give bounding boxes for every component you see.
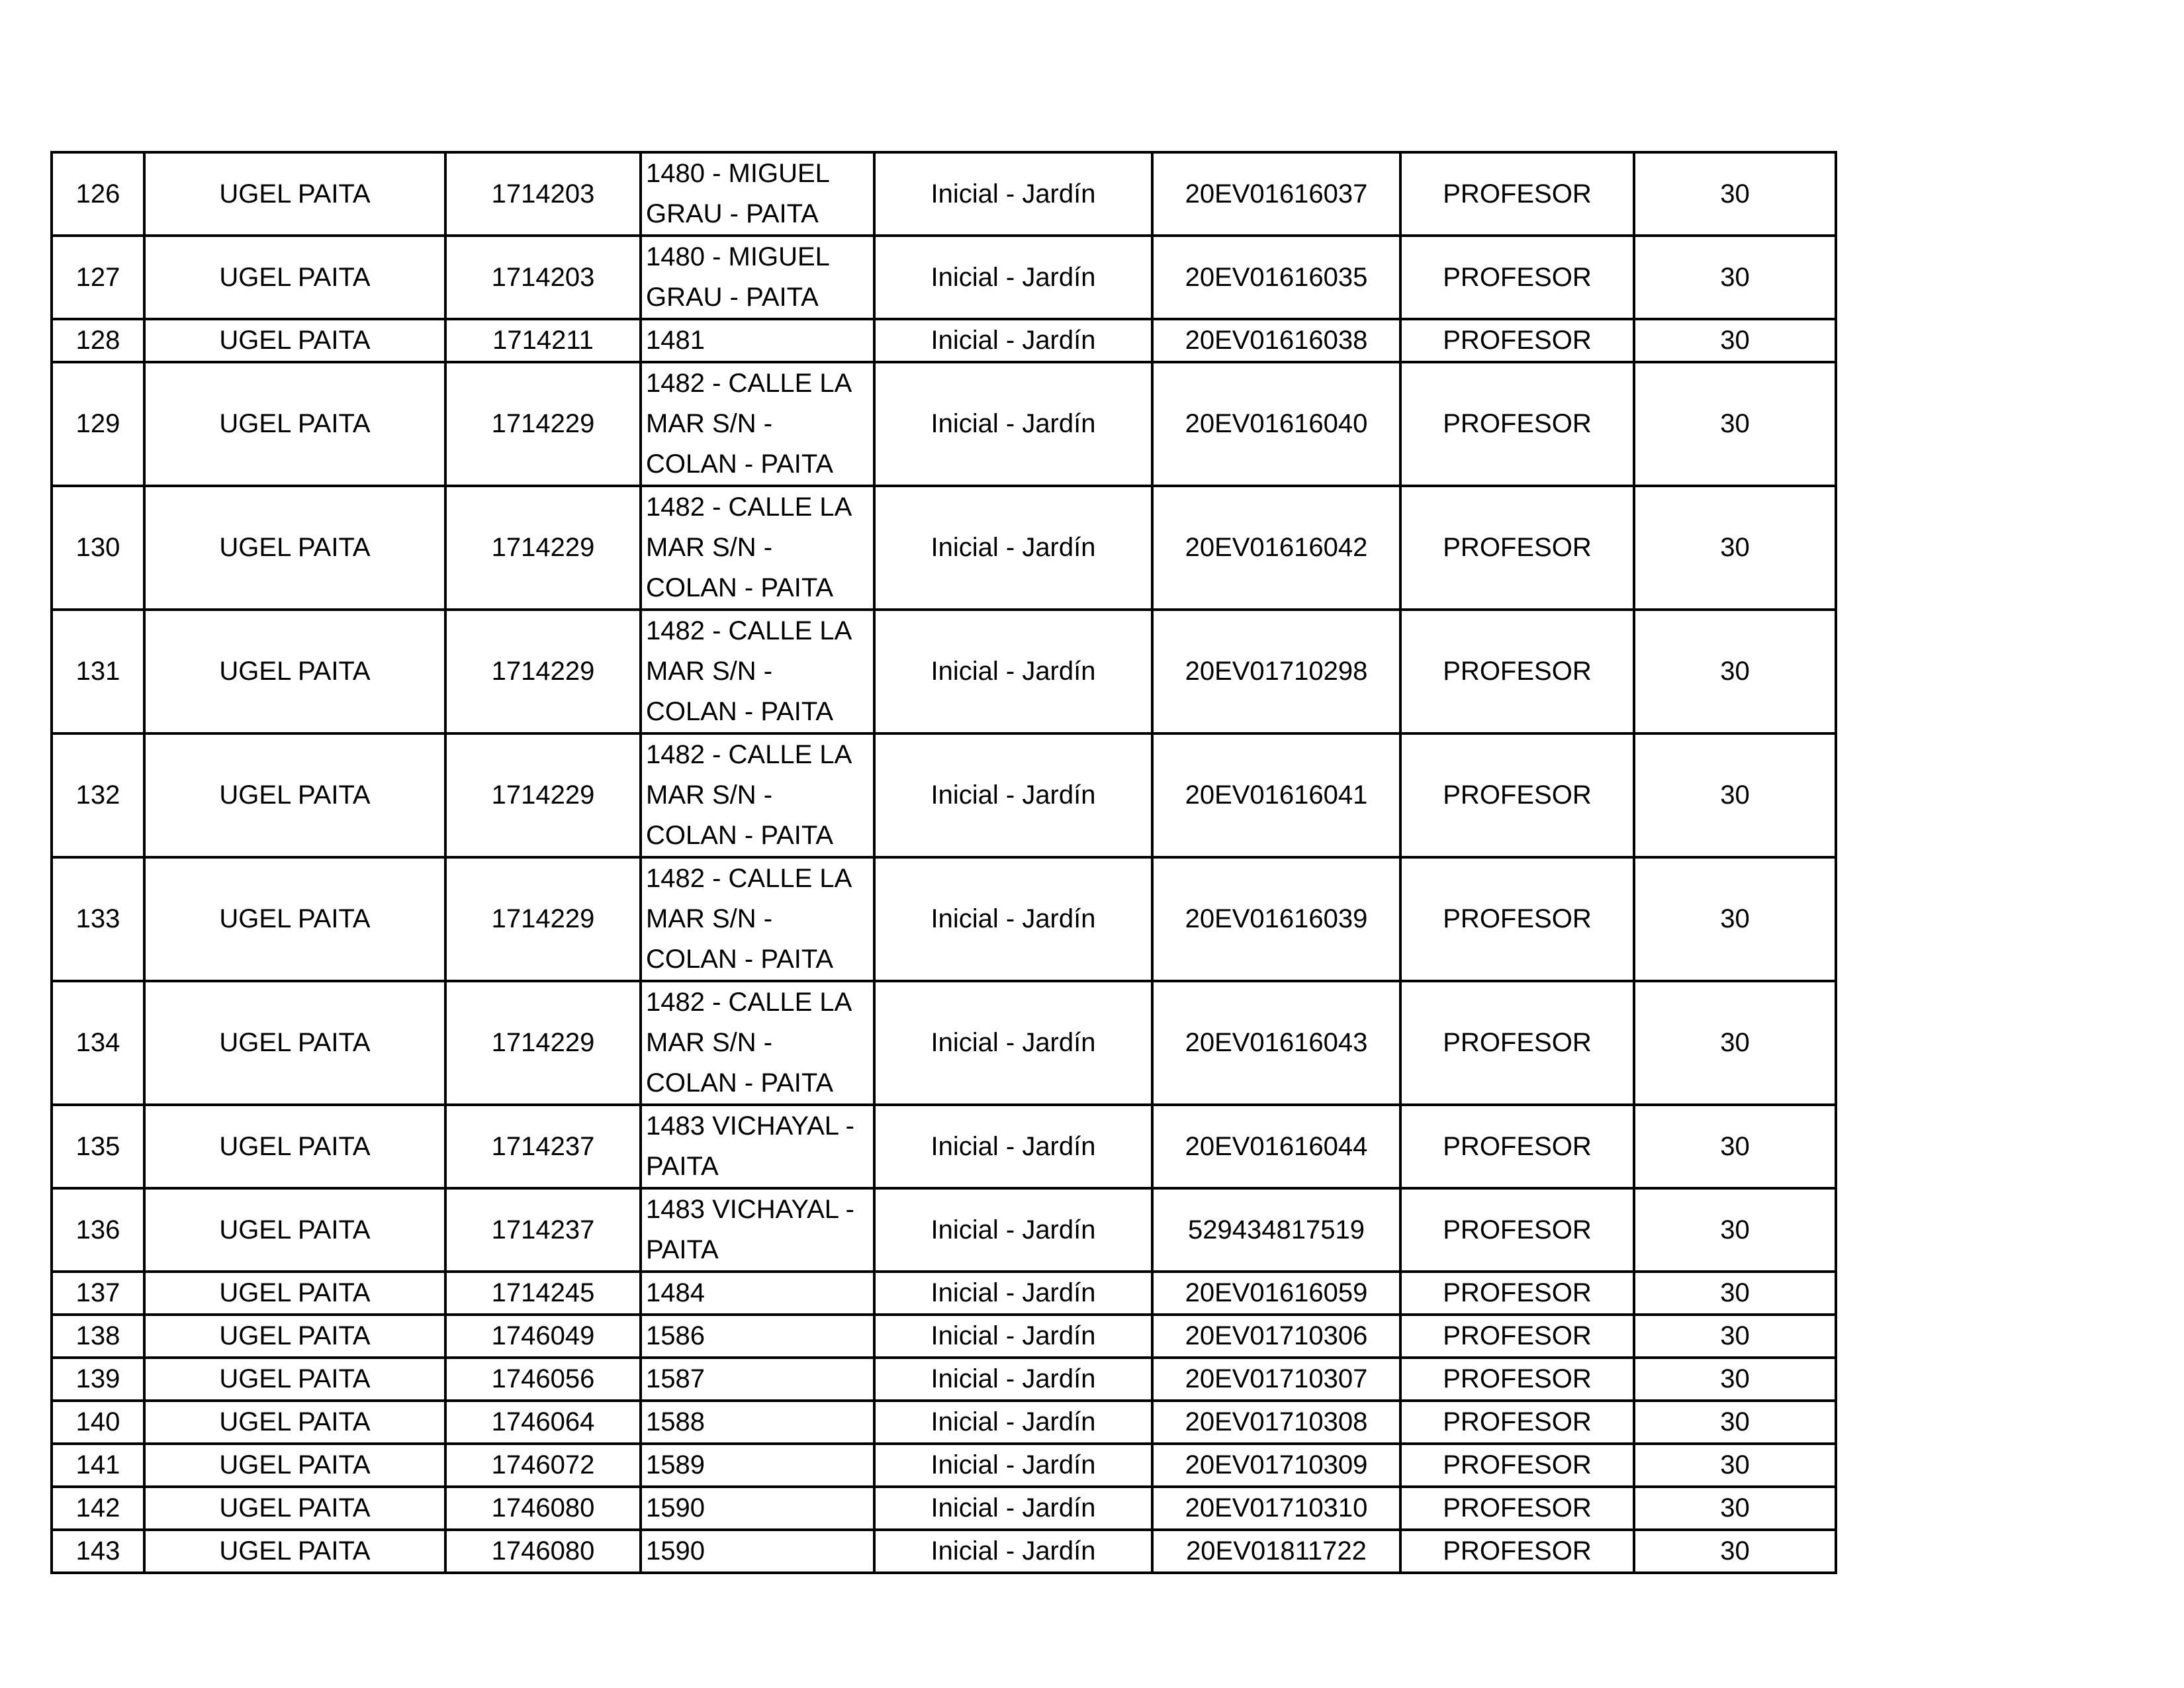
ugel-cell: UGEL PAITA bbox=[144, 733, 445, 857]
level-cell: Inicial - Jardín bbox=[874, 319, 1152, 362]
row-number-cell: 132 bbox=[52, 733, 144, 857]
row-number-cell: 138 bbox=[52, 1315, 144, 1358]
table-row bbox=[52, 1272, 1836, 1315]
hours-cell: 30 bbox=[1634, 362, 1836, 486]
table-row bbox=[52, 610, 1836, 733]
hours-cell: 30 bbox=[1634, 1530, 1836, 1573]
ugel-cell: UGEL PAITA bbox=[144, 981, 445, 1105]
hours-cell: 30 bbox=[1634, 1315, 1836, 1358]
row-number-cell: 142 bbox=[52, 1487, 144, 1530]
school-line: 1589 bbox=[646, 1450, 705, 1479]
level-cell: Inicial - Jardín bbox=[874, 981, 1152, 1105]
level-cell: Inicial - Jardín bbox=[874, 152, 1152, 236]
ugel-cell: UGEL PAITA bbox=[144, 1358, 445, 1401]
modular-code-cell: 1714211 bbox=[445, 319, 641, 362]
row-number-cell: 139 bbox=[52, 1358, 144, 1401]
position-cell: PROFESOR bbox=[1400, 981, 1634, 1105]
school-cell bbox=[641, 486, 874, 610]
hours-cell: 30 bbox=[1634, 1105, 1836, 1188]
hours-cell: 30 bbox=[1634, 857, 1836, 981]
school-line: 1482 - CALLE LA bbox=[646, 616, 852, 645]
table-body bbox=[52, 152, 1836, 1573]
school-line: COLAN - PAITA bbox=[646, 945, 834, 974]
school-line: GRAU - PAITA bbox=[646, 283, 819, 312]
position-cell: PROFESOR bbox=[1400, 362, 1634, 486]
table-row bbox=[52, 1358, 1836, 1401]
table-row bbox=[52, 1401, 1836, 1444]
position-cell: PROFESOR bbox=[1400, 1530, 1634, 1573]
modular-code-cell: 1746080 bbox=[445, 1530, 641, 1573]
modular-code-cell: 1714229 bbox=[445, 857, 641, 981]
table-row bbox=[52, 319, 1836, 362]
position-cell: PROFESOR bbox=[1400, 1487, 1634, 1530]
plaza-code-cell: 20EV01710308 bbox=[1152, 1401, 1400, 1444]
position-cell: PROFESOR bbox=[1400, 1315, 1634, 1358]
row-number-cell: 130 bbox=[52, 486, 144, 610]
level-cell: Inicial - Jardín bbox=[874, 610, 1152, 733]
school-line: 1482 - CALLE LA bbox=[646, 864, 852, 893]
school-line: MAR S/N - bbox=[646, 904, 773, 933]
school-cell bbox=[641, 1315, 874, 1358]
school-line: MAR S/N - bbox=[646, 1028, 773, 1057]
school-line: COLAN - PAITA bbox=[646, 449, 834, 479]
table-row bbox=[52, 1105, 1836, 1188]
ugel-cell: UGEL PAITA bbox=[144, 486, 445, 610]
school-line: 1480 - MIGUEL bbox=[646, 159, 830, 188]
row-number-cell: 134 bbox=[52, 981, 144, 1105]
plaza-code-cell: 20EV01616040 bbox=[1152, 362, 1400, 486]
school-cell bbox=[641, 733, 874, 857]
school-line: PAITA bbox=[646, 1152, 719, 1181]
ugel-cell: UGEL PAITA bbox=[144, 1188, 445, 1272]
school-line: 1590 bbox=[646, 1493, 705, 1523]
modular-code-cell: 1746072 bbox=[445, 1444, 641, 1487]
hours-cell: 30 bbox=[1634, 1487, 1836, 1530]
row-number-cell: 143 bbox=[52, 1530, 144, 1573]
hours-cell: 30 bbox=[1634, 1188, 1836, 1272]
plaza-code-cell: 20EV01616042 bbox=[1152, 486, 1400, 610]
hours-cell: 30 bbox=[1634, 981, 1836, 1105]
row-number-cell: 129 bbox=[52, 362, 144, 486]
position-cell: PROFESOR bbox=[1400, 1358, 1634, 1401]
vacancy-table bbox=[50, 151, 1837, 1574]
plaza-code-cell: 20EV01710310 bbox=[1152, 1487, 1400, 1530]
modular-code-cell: 1746049 bbox=[445, 1315, 641, 1358]
hours-cell: 30 bbox=[1634, 319, 1836, 362]
hours-cell: 30 bbox=[1634, 1272, 1836, 1315]
table-row bbox=[52, 857, 1836, 981]
position-cell: PROFESOR bbox=[1400, 236, 1634, 319]
school-cell bbox=[641, 1444, 874, 1487]
plaza-code-cell: 20EV01616059 bbox=[1152, 1272, 1400, 1315]
ugel-cell: UGEL PAITA bbox=[144, 362, 445, 486]
level-cell: Inicial - Jardín bbox=[874, 1487, 1152, 1530]
school-line: 1482 - CALLE LA bbox=[646, 740, 852, 769]
position-cell: PROFESOR bbox=[1400, 152, 1634, 236]
hours-cell: 30 bbox=[1634, 1401, 1836, 1444]
position-cell: PROFESOR bbox=[1400, 1105, 1634, 1188]
table-row bbox=[52, 362, 1836, 486]
school-cell bbox=[641, 857, 874, 981]
plaza-code-cell: 529434817519 bbox=[1152, 1188, 1400, 1272]
level-cell: Inicial - Jardín bbox=[874, 362, 1152, 486]
level-cell: Inicial - Jardín bbox=[874, 1315, 1152, 1358]
modular-code-cell: 1714229 bbox=[445, 486, 641, 610]
plaza-code-cell: 20EV01616044 bbox=[1152, 1105, 1400, 1188]
row-number-cell: 137 bbox=[52, 1272, 144, 1315]
position-cell: PROFESOR bbox=[1400, 1272, 1634, 1315]
plaza-code-cell: 20EV01616038 bbox=[1152, 319, 1400, 362]
modular-code-cell: 1714203 bbox=[445, 236, 641, 319]
school-cell bbox=[641, 1188, 874, 1272]
table-row bbox=[52, 1487, 1836, 1530]
school-cell bbox=[641, 1358, 874, 1401]
table-row bbox=[52, 733, 1836, 857]
school-line: COLAN - PAITA bbox=[646, 1068, 834, 1098]
ugel-cell: UGEL PAITA bbox=[144, 1444, 445, 1487]
modular-code-cell: 1714229 bbox=[445, 733, 641, 857]
school-line: 1586 bbox=[646, 1321, 705, 1350]
plaza-code-cell: 20EV01616037 bbox=[1152, 152, 1400, 236]
school-cell bbox=[641, 1530, 874, 1573]
modular-code-cell: 1714245 bbox=[445, 1272, 641, 1315]
table-row bbox=[52, 1530, 1836, 1573]
school-cell bbox=[641, 236, 874, 319]
school-line: COLAN - PAITA bbox=[646, 821, 834, 850]
school-cell bbox=[641, 610, 874, 733]
school-line: 1587 bbox=[646, 1364, 705, 1393]
school-line: 1480 - MIGUEL bbox=[646, 242, 830, 271]
level-cell: Inicial - Jardín bbox=[874, 857, 1152, 981]
school-cell bbox=[641, 1487, 874, 1530]
hours-cell: 30 bbox=[1634, 152, 1836, 236]
plaza-code-cell: 20EV01616035 bbox=[1152, 236, 1400, 319]
position-cell: PROFESOR bbox=[1400, 1401, 1634, 1444]
position-cell: PROFESOR bbox=[1400, 319, 1634, 362]
school-cell bbox=[641, 362, 874, 486]
position-cell: PROFESOR bbox=[1400, 1444, 1634, 1487]
level-cell: Inicial - Jardín bbox=[874, 1444, 1152, 1487]
modular-code-cell: 1714229 bbox=[445, 981, 641, 1105]
modular-code-cell: 1746080 bbox=[445, 1487, 641, 1530]
table-row bbox=[52, 1315, 1836, 1358]
hours-cell: 30 bbox=[1634, 1358, 1836, 1401]
hours-cell: 30 bbox=[1634, 236, 1836, 319]
ugel-cell: UGEL PAITA bbox=[144, 1487, 445, 1530]
ugel-cell: UGEL PAITA bbox=[144, 610, 445, 733]
school-line: PAITA bbox=[646, 1235, 719, 1264]
school-line: 1482 - CALLE LA bbox=[646, 988, 852, 1017]
modular-code-cell: 1714237 bbox=[445, 1105, 641, 1188]
school-line: 1482 - CALLE LA bbox=[646, 492, 852, 522]
row-number-cell: 136 bbox=[52, 1188, 144, 1272]
level-cell: Inicial - Jardín bbox=[874, 486, 1152, 610]
row-number-cell: 140 bbox=[52, 1401, 144, 1444]
plaza-code-cell: 20EV01710307 bbox=[1152, 1358, 1400, 1401]
level-cell: Inicial - Jardín bbox=[874, 236, 1152, 319]
school-line: 1482 - CALLE LA bbox=[646, 369, 852, 398]
modular-code-cell: 1714237 bbox=[445, 1188, 641, 1272]
level-cell: Inicial - Jardín bbox=[874, 1272, 1152, 1315]
modular-code-cell: 1746056 bbox=[445, 1358, 641, 1401]
table-row bbox=[52, 1188, 1836, 1272]
position-cell: PROFESOR bbox=[1400, 733, 1634, 857]
level-cell: Inicial - Jardín bbox=[874, 1105, 1152, 1188]
ugel-cell: UGEL PAITA bbox=[144, 1272, 445, 1315]
ugel-cell: UGEL PAITA bbox=[144, 152, 445, 236]
modular-code-cell: 1714203 bbox=[445, 152, 641, 236]
row-number-cell: 141 bbox=[52, 1444, 144, 1487]
school-line: 1483 VICHAYAL - bbox=[646, 1111, 854, 1141]
table-row bbox=[52, 236, 1836, 319]
school-cell bbox=[641, 1105, 874, 1188]
school-cell bbox=[641, 981, 874, 1105]
hours-cell: 30 bbox=[1634, 1444, 1836, 1487]
modular-code-cell: 1714229 bbox=[445, 362, 641, 486]
row-number-cell: 131 bbox=[52, 610, 144, 733]
school-cell bbox=[641, 1401, 874, 1444]
school-cell bbox=[641, 319, 874, 362]
hours-cell: 30 bbox=[1634, 733, 1836, 857]
ugel-cell: UGEL PAITA bbox=[144, 1530, 445, 1573]
ugel-cell: UGEL PAITA bbox=[144, 1105, 445, 1188]
ugel-cell: UGEL PAITA bbox=[144, 1401, 445, 1444]
school-line: GRAU - PAITA bbox=[646, 199, 819, 228]
position-cell: PROFESOR bbox=[1400, 610, 1634, 733]
school-line: 1481 bbox=[646, 326, 705, 355]
modular-code-cell: 1746064 bbox=[445, 1401, 641, 1444]
school-line: 1588 bbox=[646, 1407, 705, 1436]
position-cell: PROFESOR bbox=[1400, 1188, 1634, 1272]
plaza-code-cell: 20EV01616039 bbox=[1152, 857, 1400, 981]
table-row bbox=[52, 152, 1836, 236]
position-cell: PROFESOR bbox=[1400, 857, 1634, 981]
level-cell: Inicial - Jardín bbox=[874, 1530, 1152, 1573]
row-number-cell: 126 bbox=[52, 152, 144, 236]
table-row bbox=[52, 981, 1836, 1105]
hours-cell: 30 bbox=[1634, 610, 1836, 733]
position-cell: PROFESOR bbox=[1400, 486, 1634, 610]
school-line: MAR S/N - bbox=[646, 409, 773, 438]
row-number-cell: 133 bbox=[52, 857, 144, 981]
plaza-code-cell: 20EV01811722 bbox=[1152, 1530, 1400, 1573]
row-number-cell: 135 bbox=[52, 1105, 144, 1188]
school-line: COLAN - PAITA bbox=[646, 697, 834, 726]
school-line: MAR S/N - bbox=[646, 533, 773, 562]
school-line: 1484 bbox=[646, 1278, 705, 1307]
school-cell bbox=[641, 1272, 874, 1315]
plaza-code-cell: 20EV01616041 bbox=[1152, 733, 1400, 857]
plaza-code-cell: 20EV01710298 bbox=[1152, 610, 1400, 733]
plaza-code-cell: 20EV01710306 bbox=[1152, 1315, 1400, 1358]
table-row bbox=[52, 1444, 1836, 1487]
plaza-code-cell: 20EV01710309 bbox=[1152, 1444, 1400, 1487]
modular-code-cell: 1714229 bbox=[445, 610, 641, 733]
ugel-cell: UGEL PAITA bbox=[144, 236, 445, 319]
row-number-cell: 128 bbox=[52, 319, 144, 362]
hours-cell: 30 bbox=[1634, 486, 1836, 610]
level-cell: Inicial - Jardín bbox=[874, 1188, 1152, 1272]
ugel-cell: UGEL PAITA bbox=[144, 1315, 445, 1358]
row-number-cell: 127 bbox=[52, 236, 144, 319]
school-line: MAR S/N - bbox=[646, 780, 773, 810]
school-line: COLAN - PAITA bbox=[646, 573, 834, 602]
level-cell: Inicial - Jardín bbox=[874, 733, 1152, 857]
level-cell: Inicial - Jardín bbox=[874, 1401, 1152, 1444]
school-cell bbox=[641, 152, 874, 236]
ugel-cell: UGEL PAITA bbox=[144, 319, 445, 362]
school-line: 1590 bbox=[646, 1536, 705, 1566]
school-line: MAR S/N - bbox=[646, 657, 773, 686]
school-line: 1483 VICHAYAL - bbox=[646, 1195, 854, 1224]
level-cell: Inicial - Jardín bbox=[874, 1358, 1152, 1401]
plaza-code-cell: 20EV01616043 bbox=[1152, 981, 1400, 1105]
ugel-cell: UGEL PAITA bbox=[144, 857, 445, 981]
table-row bbox=[52, 486, 1836, 610]
